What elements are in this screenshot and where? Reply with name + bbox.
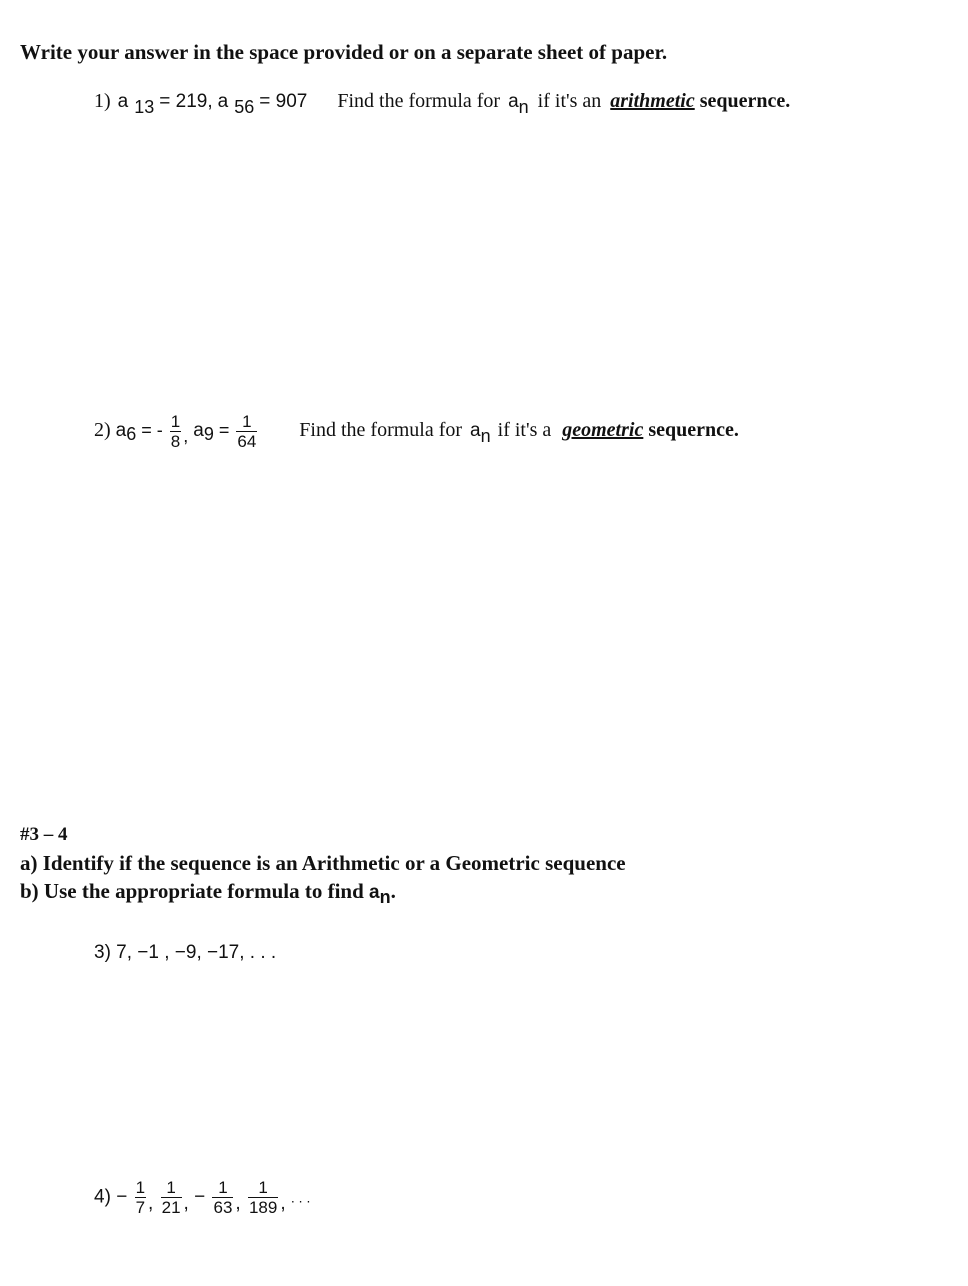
problem-4-fraction-4-num: 1 xyxy=(248,1178,278,1198)
problem-2-fraction-2-den: 64 xyxy=(237,432,257,451)
problem-2 xyxy=(94,412,739,451)
problem-4-fraction-3-den: 63 xyxy=(213,1198,233,1217)
problem-2-equals-neg: = - xyxy=(141,420,163,441)
problem-4-fraction-1 xyxy=(135,1178,146,1217)
problem-4-ellipsis: . . . xyxy=(290,1189,311,1206)
problem-4-fraction-3-num: 1 xyxy=(212,1178,233,1198)
problem-2-equals: = xyxy=(218,420,230,441)
problem-1-a56-letter: a xyxy=(217,91,229,112)
problem-2-task-suffix: sequernce. xyxy=(648,419,739,442)
problem-4-fraction-1-den: 7 xyxy=(135,1198,146,1217)
problem-1-an-sub: n xyxy=(518,97,529,117)
section-part-b-text: b) Use the appropriate formula to find xyxy=(20,879,364,903)
problem-2-type-word: geometric xyxy=(562,419,644,442)
problem-2-number: 2) xyxy=(94,419,111,442)
problem-1-sub-13: 13 xyxy=(134,97,155,117)
problem-1-task-mid: if it's an xyxy=(537,90,602,112)
problem-1 xyxy=(94,90,791,117)
problem-4-number: 4) xyxy=(94,1186,111,1208)
problem-2-an-letter: a xyxy=(470,420,481,442)
problem-4-fraction-4 xyxy=(248,1178,278,1217)
problem-1-sub-56: 56 xyxy=(234,97,255,117)
problem-1-number: 1) xyxy=(94,90,111,112)
problem-1-value-907: = 907 xyxy=(259,91,308,112)
problem-2-task-mid: if it's a xyxy=(497,419,552,442)
instructions-heading: Write your answer in the space provided or on a separate sheet of paper. xyxy=(20,40,668,64)
section-part-b-an-sub: n xyxy=(379,887,391,907)
section-part-b-period: . xyxy=(390,879,396,903)
section-range: #3 – 4 xyxy=(20,824,68,845)
problem-4-fraction-2-den: 21 xyxy=(161,1198,181,1217)
problem-1-an-letter: a xyxy=(508,91,519,112)
problem-4-fraction-2-num: 1 xyxy=(161,1178,182,1198)
problem-2-fraction-2 xyxy=(236,412,257,451)
problem-2-a9-sub: 9 xyxy=(203,424,214,445)
problem-1-value-219: = 219, xyxy=(159,91,213,112)
problem-4-fraction-3 xyxy=(212,1178,233,1217)
problem-2-task-prefix: Find the formula for xyxy=(299,419,463,442)
problem-1-task-prefix: Find the formula for xyxy=(337,90,501,112)
problem-4-fraction-1-num: 1 xyxy=(135,1178,146,1197)
problem-1-task-suffix: sequernce. xyxy=(699,90,791,112)
problem-4-neg-2: − xyxy=(194,1186,206,1208)
problem-2-comma: , xyxy=(183,426,189,447)
problem-3: 3) 7, −1 , −9, −17, . . . xyxy=(94,942,277,963)
problem-2-fraction-1 xyxy=(170,412,181,451)
problem-4: 4) − $\frac{1}{7}$ , $\frac{1}{21}$ , − $\frac{1}{63}$ , $\frac{1}{189}$ , . . . xyxy=(94,1178,311,1217)
section-part-b-an-letter: a xyxy=(369,882,380,903)
problem-2-fraction-1-den: 8 xyxy=(170,432,181,451)
problem-2-a9-letter: a xyxy=(193,420,204,442)
problem-2-fraction-2-num: 1 xyxy=(236,412,257,432)
problem-1-type-word: arithmetic xyxy=(610,90,695,112)
problem-2-fraction-1-num: 1 xyxy=(170,412,181,431)
problem-4-fraction-4-den: 189 xyxy=(248,1198,278,1217)
problem-1-a13-letter: a xyxy=(117,91,129,112)
problem-2-a6-sub: 6 xyxy=(126,424,137,445)
section-part-a: a) Identify if the sequence is an Arithmetic or a Geometric sequence xyxy=(20,851,626,875)
section-part-b xyxy=(20,879,396,907)
problem-4-neg-1: − xyxy=(116,1186,128,1208)
problem-4-fraction-2 xyxy=(161,1178,182,1217)
problem-2-a6-letter: a xyxy=(115,420,127,442)
problem-2-an-sub: n xyxy=(480,426,491,447)
